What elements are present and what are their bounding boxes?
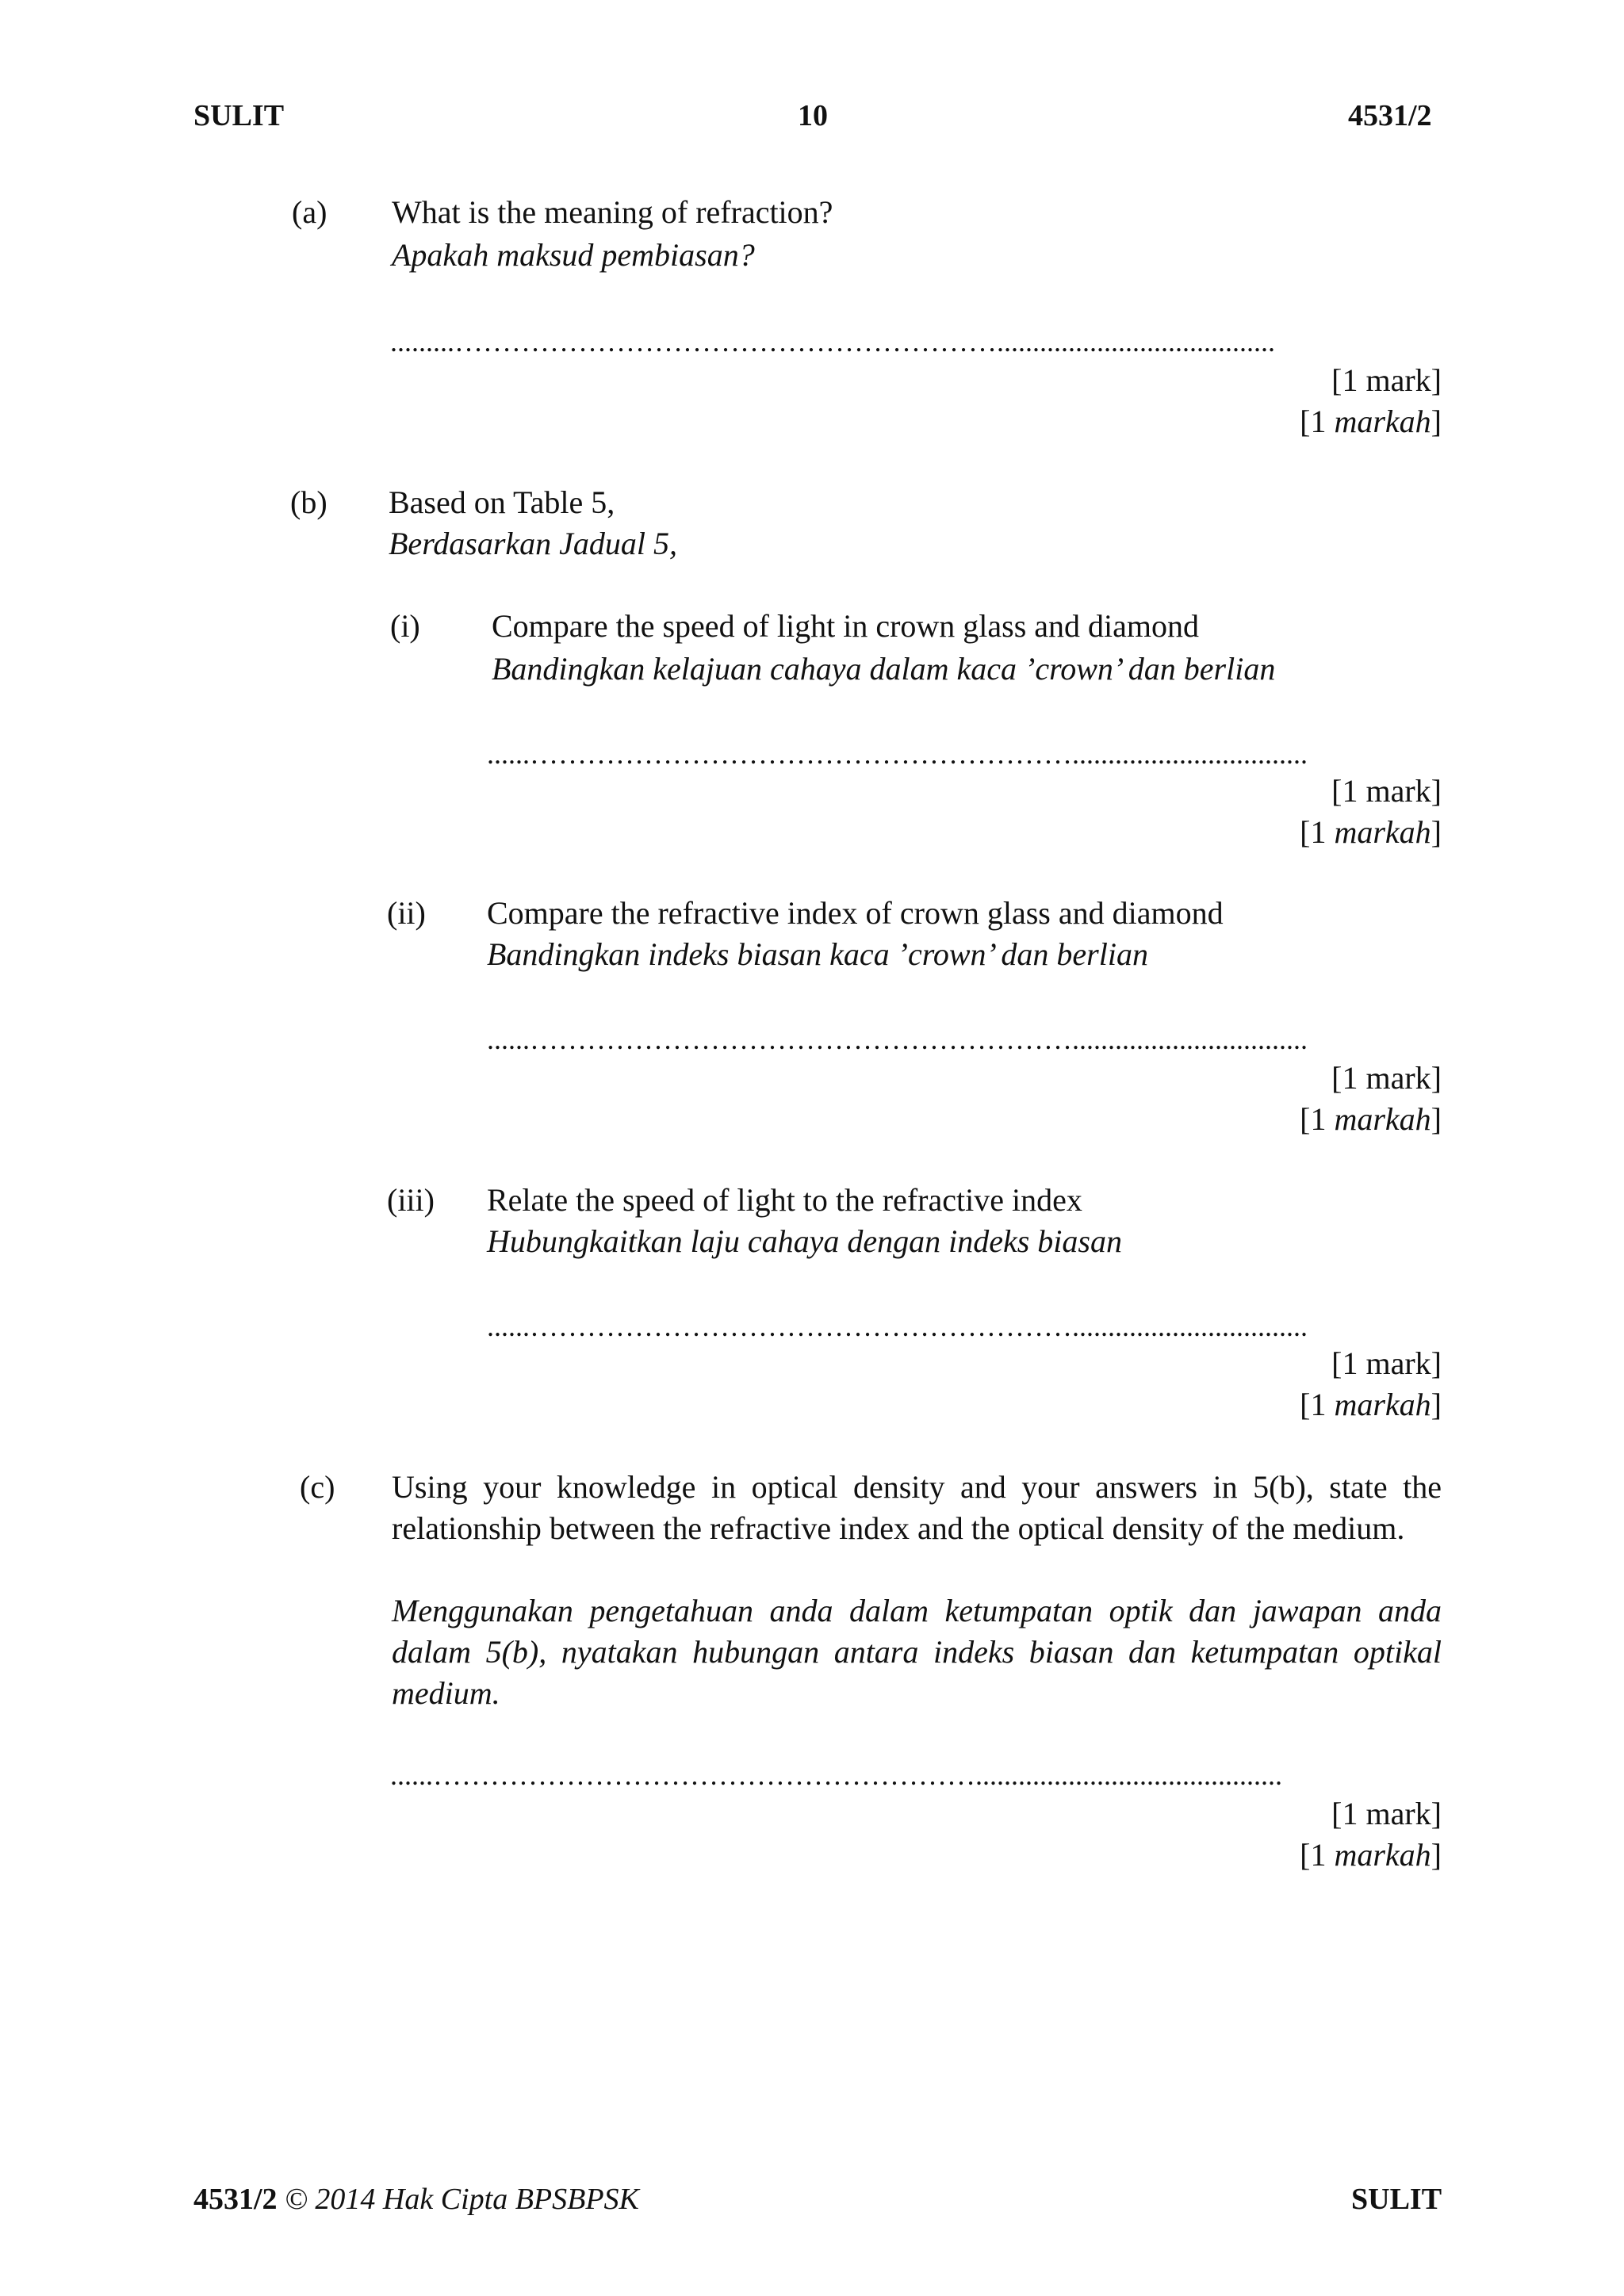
question-a-text-ms: Apakah maksud pembiasan? (392, 237, 755, 273)
markah-label-c: [1 markah] (1300, 1837, 1442, 1873)
markah-label-b-i: [1 markah] (1300, 814, 1442, 850)
question-c-text: Using your knowledge in optical density and your answers in 5(b), state the relationship between the refractive index and the optical density of the medium. (392, 1469, 1442, 1546)
paper-code: 4531/2 (1348, 99, 1432, 132)
question-b-i-label: (i) (390, 608, 420, 644)
question-b-i-text: Compare the speed of light in crown glass and diamond (492, 608, 1200, 644)
question-c-label: (c) (300, 1469, 335, 1505)
question-b-i-text-ms: Bandingkan kelajuan cahaya dalam kaca ’crown’ dan berlian (492, 651, 1276, 687)
question-a-label: (a) (292, 194, 327, 230)
question-c-text-ms: Menggunakan pengetahuan anda dalam ketumpatan optik dan jawapan anda dalam 5(b), nyatakan hubungan antara indeks biasan dan ketumpatan optikal medium. (392, 1593, 1442, 1711)
answer-line-b-ii[interactable]: ......…………………………………………………................................. (487, 1024, 1308, 1055)
question-b-label: (b) (290, 484, 327, 520)
question-b-ii-text: Compare the refractive index of crown glass and diamond (487, 895, 1224, 931)
answer-line-b-iii[interactable]: ......…………………………………………………................................. (487, 1311, 1308, 1342)
page-number: 10 (798, 99, 828, 132)
question-b-text-ms: Berdasarkan Jadual 5, (389, 526, 678, 561)
question-b-ii-text-ms: Bandingkan indeks biasan kaca ’crown’ dan berlian (487, 936, 1148, 972)
answer-line-c[interactable]: ......…………………………………………………........................................... (390, 1759, 1282, 1791)
markah-label-b-iii: [1 markah] (1300, 1387, 1442, 1422)
mark-label-b-i: [1 mark] (1331, 773, 1442, 809)
answer-line-a[interactable]: .........…………………………………………………....................................... (390, 326, 1275, 358)
question-b-text: Based on Table 5, (389, 484, 615, 520)
answer-line-b-i[interactable]: ......…………………………………………………................................. (487, 738, 1308, 770)
mark-label-b-ii: [1 mark] (1331, 1060, 1442, 1096)
mark-label-a: [1 mark] (1331, 362, 1442, 398)
footer-sulit: SULIT (1351, 2183, 1442, 2216)
mark-label-b-iii: [1 mark] (1331, 1345, 1442, 1381)
question-b-iii-label: (iii) (387, 1182, 435, 1218)
markah-label-a: [1 markah] (1300, 404, 1442, 439)
mark-label-c: [1 mark] (1331, 1796, 1442, 1831)
question-a-text: What is the meaning of refraction? (392, 194, 833, 230)
header-left: SULIT (193, 99, 285, 132)
question-b-iii-text: Relate the speed of light to the refractive index (487, 1182, 1082, 1218)
question-b-iii-text-ms: Hubungkaitkan laju cahaya dengan indeks biasan (487, 1223, 1122, 1259)
question-b-ii-label: (ii) (387, 895, 426, 931)
markah-label-b-ii: [1 markah] (1300, 1101, 1442, 1137)
footer-copyright: 4531/2 © 2014 Hak Cipta BPSBPSK (193, 2183, 639, 2216)
